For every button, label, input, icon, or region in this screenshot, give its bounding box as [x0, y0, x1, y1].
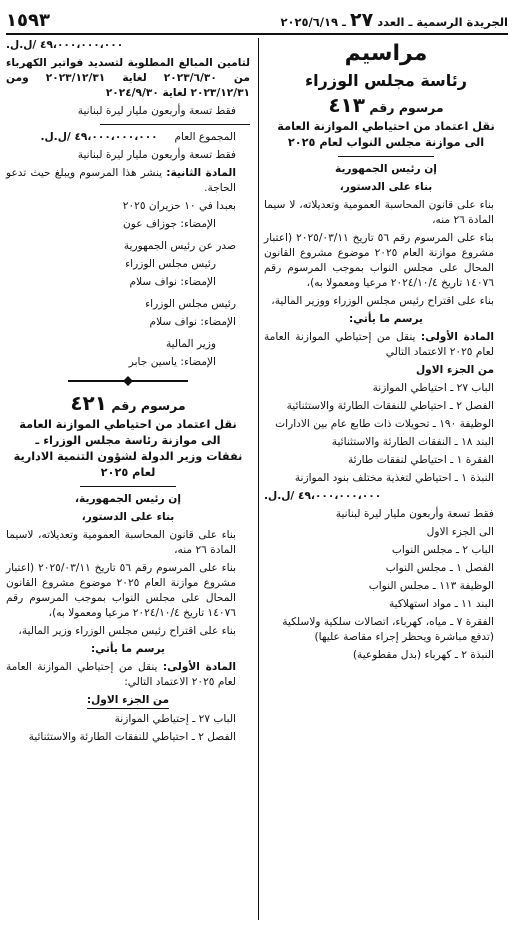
section-title: مراسيم: [344, 41, 428, 66]
gazette-title: [280, 9, 508, 31]
decree-divider-ornament: [68, 376, 188, 386]
finance-minister-signature: الإمضاء: ياسين جابر: [128, 356, 216, 368]
based-law: بناء على قانون المحاسبة العمومية وتعديلاته، لاسيما المادة ٢٦ منه،: [6, 529, 236, 556]
amount-words: فقط تسعة وأربعون مليار ليرة لبنانية: [77, 149, 236, 161]
from-line: الباب ٢٧ ـ احتياطي الموازنة: [372, 382, 494, 394]
article-2-label: المادة الثانية:: [166, 167, 236, 179]
header-rule: [6, 33, 508, 35]
from-line: البند ١٨ ـ النفقات الطارئة والاستثنائية: [331, 436, 494, 448]
decree-subject-2: الى موازنة مجلس النواب لعام ٢٠٢٥: [287, 136, 485, 149]
based-proposal: بناء على اقتراح رئيس مجلس الوزراء وزير المالية،: [18, 625, 236, 637]
article-1: [264, 330, 508, 360]
issued-by: صدر عن رئيس الجمهورية: [123, 240, 236, 252]
to-part: الى الجزء الاول: [426, 526, 494, 538]
article-1-text: ينقل من إحتياطي الموازنة العامة لعام ٢٠٢٥ الاعتماد التالي: [264, 331, 494, 358]
from-line: الفصل ٢ ـ احتياطي للنفقات الطارئة والاستثنائية: [28, 731, 236, 743]
amount-words: فقط تسعة وأربعون مليار ليرة لبنانية: [335, 508, 494, 520]
from-line: النبذة ١ ـ احتياطي لتغذية مختلف بنود الموازنة: [294, 472, 494, 484]
from-part: [6, 693, 250, 709]
based-law: بناء على قانون المحاسبة العمومية وتعديلاته، لا سيما المادة ٢٦ منه،: [264, 199, 494, 226]
president-line: إن رئيس الجمهورية،: [75, 493, 181, 505]
purpose-text: لتامين المبالغ المطلوبة لتسديد فواتير الكهرباء من ٢٠٢٣/٦/٣٠ لغاية ٢٠٢٣/١٢/٣١ ومن ٢٠٢٣/١٢/٣١ لغاية ٢٠٢٤/٩/٣٠: [6, 57, 250, 99]
issue-number: ٢٧: [349, 9, 374, 31]
decree-subject-1: نقل اعتماد من احتياطي الموازنة العامة: [277, 120, 495, 133]
page-header: [6, 8, 508, 32]
from-line: الفصل ٢ ـ احتياطي للنفقات الطارئة والاستثنائية: [286, 400, 494, 412]
separator: [338, 156, 434, 157]
president-line: إن رئيس الجمهورية: [335, 163, 437, 175]
president-signature: الإمضاء: جوزاف عون: [123, 218, 216, 230]
issue-date: ـ ٢٠٢٥/٦/١٩: [280, 15, 346, 29]
grand-total-amount: ٤٩،٠٠٠،٠٠٠،٠٠٠ /ل.ل.: [40, 131, 158, 143]
decree-subject-2: الى موازنة رئاسة مجلس الوزراء ـ: [35, 434, 221, 447]
decree-number: ٤١٣: [328, 93, 365, 117]
amount-top: ٤٩،٠٠٠،٠٠٠،٠٠٠ /ل.ل.: [6, 39, 124, 51]
based-decree: بناء على المرسوم رقم ٥٦ تاريخ ٢٠٢٥/٠٣/١١ (اعتبار مشروع موازنة العام ٢٠٢٥ موضوع مشروع القانون المحال على مجلس النواب بموجب المرسوم رقم ١٤٠٧٦ تاريخ ٢٠٢٤/١٠/٤ مرعيا ومعمولا به)،: [6, 562, 236, 619]
to-line: النبذة ٢ ـ كهرباء (بدل مقطوعية): [352, 649, 494, 661]
to-line: الفصل ١ ـ مجلس النواب: [385, 562, 494, 574]
page-number: ١٥٩٣: [6, 9, 50, 31]
from-part-label: من الجزء الاول:: [87, 693, 169, 709]
article-2: [6, 166, 250, 196]
organization-title: رئاسة مجلس الوزراء: [305, 71, 467, 90]
decrees-line: يرسم ما يأتي:: [348, 313, 424, 325]
based-constitution: بناء على الدستور،: [339, 181, 433, 193]
to-line: البند ١١ ـ مواد استهلاكية: [388, 598, 494, 610]
from-line: الفقرة ١ ـ احتياطي لنفقات طارئة: [347, 454, 494, 466]
from-line: الوظيفة ١٩٠ ـ تحويلات ذات طابع عام بين الادارات: [275, 418, 494, 430]
grand-total: [6, 130, 250, 145]
column-divider: [258, 38, 259, 920]
to-line: الفقرة ٧ ـ مياه، كهرباء، اتصالات سلكية ولاسلكية (تدفع مباشرة ويحظر إجراء مقاصة عليها): [282, 616, 494, 643]
left-column: [6, 38, 250, 748]
from-line: الباب ٢٧ ـ إحتياطي الموازنة: [114, 713, 236, 725]
article-2-text: ينشر هذا المرسوم ويبلغ حيث تدعو الحاجة.: [6, 167, 236, 194]
pm-title: رئيس مجلس الوزراء: [145, 298, 236, 310]
separator: [80, 486, 176, 487]
to-line: الباب ٢ ـ مجلس النواب: [391, 544, 494, 556]
decree-subject-1: نقل اعتماد من احتياطي الموازنة العامة: [19, 418, 237, 431]
article-1-text: ينقل من إحتياطي الموازنة العامة لعام ٢٠٢٥ الاعتماد التالي:: [6, 661, 236, 688]
finance-minister-title: وزير المالية: [165, 338, 216, 350]
from-part: من الجزء الاول: [415, 364, 494, 376]
decree-subject-3: نفقات وزير الدولة لشؤون التنمية الادارية: [13, 450, 243, 463]
decree-title: [6, 392, 250, 417]
decree-number: ٤٢١: [70, 391, 107, 415]
amount: ٤٩،٠٠٠،٠٠٠،٠٠٠ /ل.ل.: [264, 490, 382, 502]
pm-signature: الإمضاء: نواف سلام: [129, 276, 216, 288]
decree-title: [264, 94, 508, 119]
based-proposal: بناء على اقتراح رئيس مجلس الوزراء ووزير المالية،: [271, 295, 494, 307]
decree-date: بعبدا في ١٠ حزيران ٢٠٢٥: [122, 200, 236, 212]
grand-total-label: المجموع العام: [174, 131, 236, 143]
pm-title: رئيس مجلس الوزراء: [125, 258, 216, 270]
decree-prefix: مرسوم رقم: [111, 398, 186, 413]
right-column: [264, 38, 508, 666]
decrees-line: يرسم ما يأتي:: [90, 643, 166, 655]
based-decree: بناء على المرسوم رقم ٥٦ تاريخ ٢٠٢٥/٠٣/١١ (اعتبار مشروع موازنة العام ٢٠٢٥ موضوع مشروع القانون المحال على مجلس النواب بموجب المرسوم رقم ١٤٠٧٦ تاريخ ٢٠٢٤/١٠/٤ مرعيا ومعمولا به)،: [264, 232, 494, 289]
to-line: الوظيفة ١١٣ ـ مجلس النواب: [368, 580, 494, 592]
decree-prefix: مرسوم رقم: [369, 100, 444, 115]
based-constitution: بناء على الدستور،: [81, 511, 175, 523]
total-rule: [100, 124, 250, 125]
article-1-label: المادة الأولى:: [420, 331, 494, 343]
pm-signature: الإمضاء: نواف سلام: [149, 316, 236, 328]
article-1-label: المادة الأولى:: [162, 661, 236, 673]
article-1: [6, 660, 250, 690]
gazette-name: الجريدة الرسمية ـ العدد: [377, 15, 508, 29]
amount-words: فقط تسعة وأربعون مليار ليرة لبنانية: [77, 105, 236, 117]
decree-subject-4: لعام ٢٠٢٥: [100, 466, 156, 479]
